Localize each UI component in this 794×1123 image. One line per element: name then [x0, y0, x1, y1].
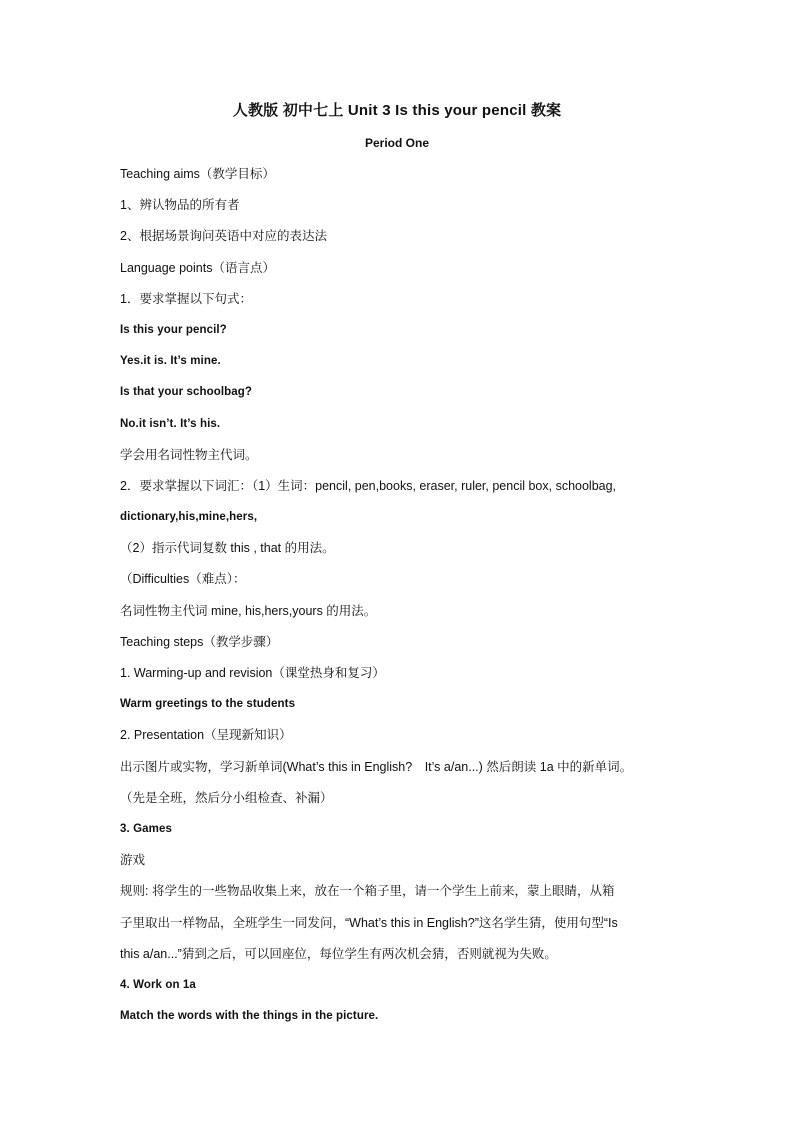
- body-text: 规则: 将学生的一些物品收集上来，放在一个箱子里，请一个学生上前来，蒙上眼睛，从箱: [120, 884, 615, 899]
- sentence-pattern: Is this your pencil?: [120, 323, 227, 336]
- heading-teaching-aims: Teaching aims（教学目标）: [120, 167, 275, 181]
- body-text: Match the words with the things in the picture.: [120, 1010, 379, 1023]
- body-text: 子里取出一样物品，全班学生一同发问，“What’s this in English?”这名学生猜，使用句型“Is: [120, 915, 618, 930]
- step-heading: 2. Presentation（呈现新知识）: [120, 728, 292, 743]
- body-text: 名词性物主代词 mine, his,hers,yours 的用法。: [120, 603, 377, 618]
- heading-language-points: Language points（语言点）: [120, 260, 275, 275]
- sentence-pattern: No.it isn’t. It’s his.: [120, 417, 221, 430]
- aim-item: 1、辨认物品的所有者: [120, 198, 240, 213]
- heading-teaching-steps: Teaching steps（教学步骤）: [120, 634, 279, 649]
- body-text: 学会用名词性物主代词。: [120, 447, 258, 462]
- sentence-pattern: Yes.it is. It’s mine.: [120, 355, 221, 368]
- body-text: this a/an...”猜到之后，可以回座位，每位学生有两次机会猜，否则就视为失败。: [120, 946, 557, 961]
- step-heading: 1. Warming-up and revision（课堂热身和复习）: [120, 666, 385, 680]
- body-text: 出示图片或实物，学习新单词(What’s this in English? It’s a/an...) 然后朗读 1a 中的新单词。: [120, 759, 633, 774]
- vocabulary-line: 2．要求掌握以下词汇：（1）生词：pencil, pen,books, eraser, ruler, pencil box, schoolbag,: [120, 478, 617, 493]
- aim-item: 2、根据场景询问英语中对应的表达法: [120, 229, 327, 244]
- body-text: Warm greetings to the students: [120, 698, 296, 711]
- body-text: 游戏: [120, 853, 146, 868]
- step-heading: 3. Games: [120, 822, 172, 835]
- body-text: （先是全班，然后分小组检查、补漏）: [120, 790, 333, 805]
- document-title: 人教版 初中七上 Unit 3 Is this your pencil 教案: [232, 102, 562, 119]
- period-subtitle: Period One: [364, 136, 429, 150]
- body-text: （2）指示代词复数 this , that 的用法。: [120, 541, 335, 556]
- heading-difficulties: （Difficulties（难点）：: [120, 572, 246, 587]
- sentence-pattern: Is that your schoolbag?: [120, 386, 253, 399]
- vocabulary-line: dictionary,his,mine,hers,: [120, 511, 258, 524]
- step-heading: 4. Work on 1a: [120, 978, 196, 991]
- document-body: [120, 162, 686, 1035]
- language-point-item: 1．要求掌握以下句式：: [120, 291, 252, 306]
